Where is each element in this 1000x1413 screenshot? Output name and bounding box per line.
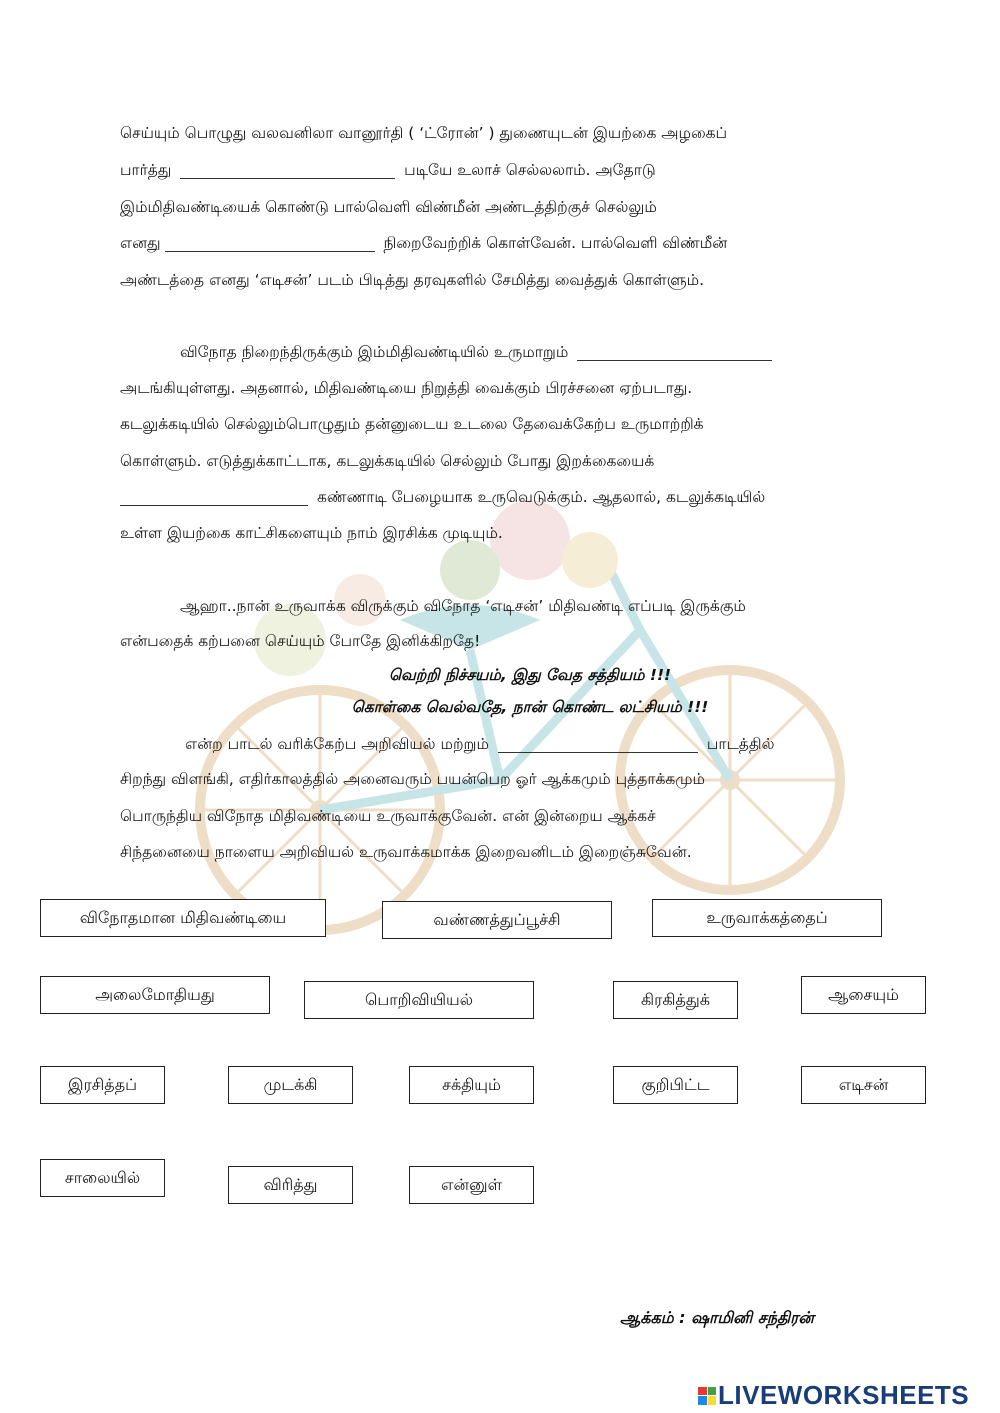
p2-line-6: உள்ள இயற்கை காட்சிகளையும் நாம் இரசிக்க முடியும். [120, 524, 503, 542]
p3-line-3 [185, 734, 885, 754]
answer-blank-5[interactable] [498, 736, 698, 753]
answer-blank-3[interactable] [577, 344, 772, 361]
p1-line-4 [120, 233, 890, 253]
p1-line-2-end: படியே உலாச் செல்லலாம். அதோடு [404, 161, 656, 179]
word-chip[interactable]: எடிசன் [801, 1066, 926, 1104]
slogan-line-2: கொள்கை வெல்வதே, நான் கொண்ட லட்சியம் !!! [351, 698, 709, 716]
p2-line-5-text: கண்ணாடி பேழையாக உருவெடுக்கும். ஆதலால், கடலுக்கடியில் [316, 488, 766, 506]
word-chip[interactable]: சக்தியும் [409, 1066, 534, 1104]
p1-line-5: அண்டத்தை எனது ‘எடிசன்’ படம் பிடித்து தரவுகளில் சேமித்து வைத்துக் கொள்ளும். [120, 271, 705, 289]
p1-line-2 [120, 160, 890, 180]
word-chip[interactable]: விரித்து [228, 1166, 353, 1204]
logo-square-yellow [708, 1396, 717, 1405]
word-chip[interactable]: முடக்கி [228, 1066, 353, 1104]
brand-name: LIVEWORKSHEETS [718, 1380, 970, 1410]
word-chip[interactable]: என்னுள் [409, 1166, 534, 1204]
p2-line-4: கொள்ளும். எடுத்துக்காட்டாக, கடலுக்கடியில் செல்லும் போது இறக்கையைக் [120, 452, 655, 470]
p3-line-6: சிந்தனையை நாளைய அறிவியல் உருவாக்கமாக்க இறைவனிடம் இறைஞ்சுவேன். [120, 843, 692, 861]
liveworksheets-brand[interactable] [698, 1380, 969, 1411]
answer-blank-2[interactable] [165, 235, 375, 252]
p2-line-5 [120, 487, 890, 507]
word-chip[interactable]: உருவாக்கத்தைப் [652, 899, 882, 937]
p1-line-4-start: எனது [120, 234, 161, 252]
answer-blank-4[interactable] [120, 489, 308, 506]
word-chip[interactable]: சாலையில் [40, 1159, 165, 1197]
answer-blank-1[interactable] [180, 162, 395, 179]
p3-line-3-start: என்ற பாடல் வரிக்கேற்ப அறிவியல் மற்றும் [185, 735, 489, 753]
p3-line-3-end: பாடத்தில் [706, 735, 775, 753]
p1-line-3: இம்மிதிவண்டியைக் கொண்டு பால்வெளி விண்மீன் அண்டத்திற்குச் செல்லும் [120, 198, 657, 216]
word-chip[interactable]: குறிபிட்ட [613, 1066, 738, 1104]
p3-line-5: பொருந்திய விநோத மிதிவண்டியை உருவாக்குவேன். என் இன்றைய ஆக்கச் [120, 807, 656, 825]
p3-line-2: என்பதைக் கற்பனை செய்யும் போதே இனிக்கிறதே! [120, 632, 481, 650]
author-credit: ஆக்கம் : ஷாமினி சந்திரன் [620, 1308, 814, 1327]
word-chip[interactable]: அலைமோதியது [40, 976, 270, 1014]
word-chip[interactable]: இரசித்தப் [40, 1066, 165, 1104]
word-chip[interactable]: வண்ணத்துப்பூச்சி [382, 901, 612, 939]
p3-line-4: சிறந்து விளங்கி, எதிர்காலத்தில் அனைவரும் பயன்பெற ஓர் ஆக்கமும் புத்தாக்கமும் [120, 770, 705, 788]
slogan-line-1: வெற்றி நிச்சயம், இது வேத சத்தியம் !!! [388, 666, 672, 684]
p2-line-3: கடலுக்கடியில் செல்லும்பொழுதும் தன்னுடைய உடலை தேவைக்கேற்ப உருமாற்றிக் [120, 415, 704, 433]
word-chip[interactable]: கிரகித்துக் [613, 981, 738, 1019]
word-chip[interactable]: ஆசையும் [801, 976, 926, 1014]
word-chip[interactable]: பொறிவியியல் [304, 981, 534, 1019]
p1-line-2-start: பார்த்து [120, 161, 172, 179]
p1-line-4-end: நிறைவேற்றிக் கொள்வேன். பால்வெளி விண்மீன் [383, 234, 728, 252]
logo-square-blue [698, 1396, 707, 1405]
p2-line-1 [180, 342, 880, 362]
logo-square-green [708, 1387, 717, 1396]
p3-line-1: ஆஹா..நான் உருவாக்க விருக்கும் விநோத ‘எடிசன்’ மிதிவண்டி எப்படி இருக்கும் [180, 597, 746, 615]
p2-line-1-text: விநோத நிறைந்திருக்கும் இம்மிதிவண்டியில் உருமாறும் [180, 343, 569, 361]
p1-line-1: செய்யும் பொழுது வலவனிலா வானூர்தி ( ‘ட்ரோன்’ ) துணையுடன் இயற்கை அழகைப் [120, 124, 728, 142]
liveworksheets-logo-icon [698, 1387, 716, 1405]
word-chip[interactable]: விநோதமான மிதிவண்டியை [40, 899, 326, 937]
logo-square-red [698, 1387, 707, 1396]
p2-line-2: அடங்கியுள்ளது. அதனால், மிதிவண்டியை நிறுத்தி வைக்கும் பிரச்சனை ஏற்படாது. [120, 379, 693, 397]
